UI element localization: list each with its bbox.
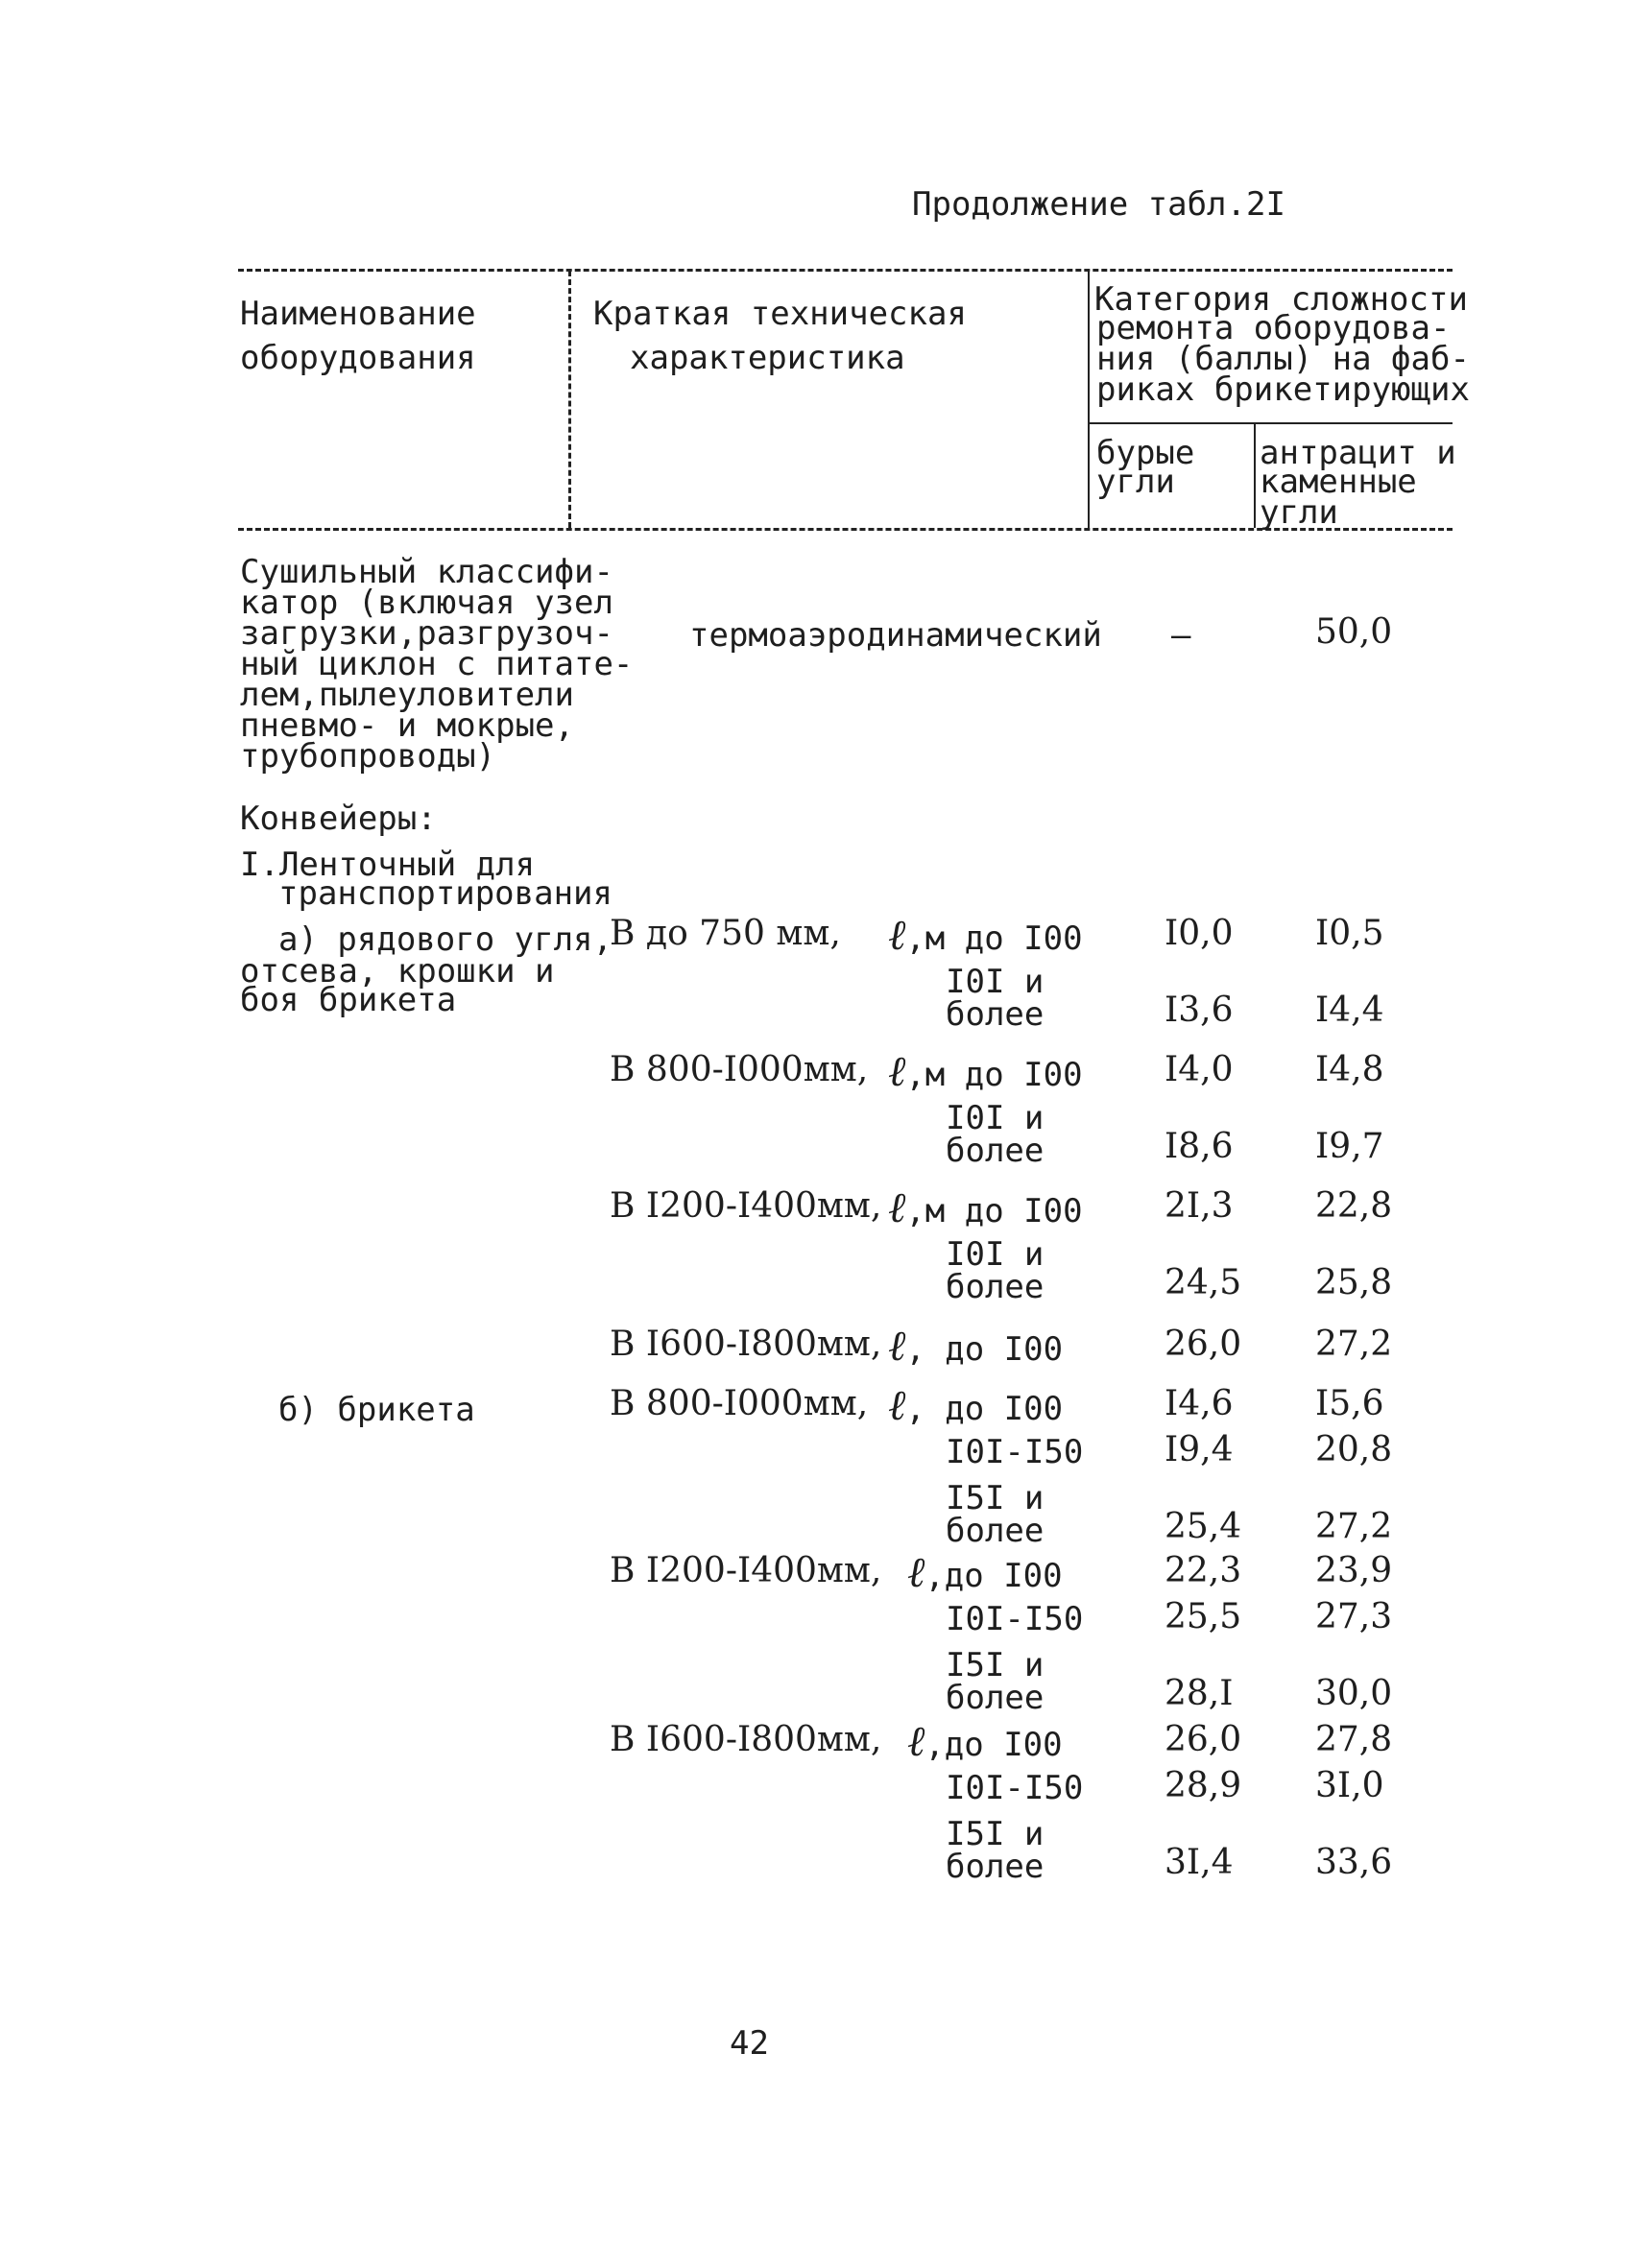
dryer-brown-value: –	[1171, 616, 1191, 655]
length-b3-3-line1: I5I и	[946, 1815, 1045, 1853]
value-brown-a1-1: I0,0	[1165, 914, 1234, 953]
width-a4: В I600-I800мм,	[610, 1325, 882, 1364]
dryer-anthracite-value: 50,0	[1315, 612, 1393, 652]
length-a3-2-line2: более	[946, 1268, 1045, 1306]
length-b2-1: ℓ,до I00	[907, 1548, 1063, 1597]
belt-conveyor-line2: транспортирования	[278, 874, 612, 913]
value-anthracite-b2-1: 23,9	[1315, 1551, 1393, 1590]
value-anthracite-b2-2: 27,3	[1315, 1597, 1393, 1636]
item-a-line1: а) рядового угля,	[278, 920, 612, 959]
header-spec-line1: Краткая техническая	[593, 295, 967, 333]
value-anthracite-a2-2: I9,7	[1315, 1127, 1384, 1166]
value-brown-b3-2: 28,9	[1165, 1766, 1242, 1805]
width-a2: В 800-I000мм,	[610, 1050, 869, 1089]
header-sub-divider	[1254, 424, 1256, 528]
value-brown-a3-2: 24,5	[1165, 1263, 1242, 1302]
header-category-line1: Категория сложности	[1094, 280, 1468, 319]
length-a2-2-line2: более	[946, 1132, 1045, 1170]
ell-symbol: ℓ	[907, 1548, 925, 1597]
length-b3-1: ℓ,до I00	[907, 1717, 1063, 1766]
header-anthracite-line1: антрацит и	[1260, 434, 1456, 472]
header-brown-coal-line1: бурые	[1096, 434, 1195, 472]
value-brown-a2-1: I4,0	[1165, 1050, 1234, 1089]
ell-symbol: ℓ	[907, 1717, 925, 1766]
dryer-spec: термоаэродинамический	[689, 616, 1102, 655]
dryer-name-line4: ный циклон с питате-	[240, 645, 634, 683]
value-anthracite-a3-2: 25,8	[1315, 1263, 1393, 1302]
value-brown-a2-2: I8,6	[1165, 1127, 1234, 1166]
value-brown-b2-1: 22,3	[1165, 1551, 1242, 1590]
ell-symbol: ℓ	[888, 1183, 906, 1232]
value-anthracite-a4-1: 27,2	[1315, 1325, 1393, 1364]
value-anthracite-b2-3: 30,0	[1315, 1674, 1393, 1713]
header-category-line2: ремонта оборудова-	[1096, 309, 1451, 347]
header-equipment-line2: оборудования	[240, 339, 476, 377]
ell-symbol: ℓ	[888, 1322, 906, 1371]
ell-symbol: ℓ	[888, 1047, 906, 1096]
dryer-name-line2: катор (включая узел	[240, 584, 613, 622]
header-col-divider-1	[568, 271, 571, 528]
item-a-line2: отсева, крошки и	[240, 952, 555, 991]
dryer-name-line5: лем,пылеуловители	[240, 676, 574, 714]
dryer-name-line7: трубопроводы)	[240, 737, 496, 776]
dryer-name-line6: пневмо- и мокрые,	[240, 706, 574, 745]
item-b: б) брикета	[278, 1391, 475, 1429]
value-brown-b1-2: I9,4	[1165, 1430, 1234, 1469]
value-anthracite-b1-1: I5,6	[1315, 1384, 1384, 1423]
length-b1-3-line2: более	[946, 1512, 1045, 1550]
value-anthracite-a3-1: 22,8	[1315, 1186, 1393, 1226]
value-brown-b2-2: 25,5	[1165, 1597, 1242, 1636]
width-b2: В I200-I400мм,	[610, 1551, 882, 1590]
page-number: 42	[730, 2024, 769, 2063]
length-a4-1: ℓ, до I00	[888, 1322, 1064, 1371]
header-brown-coal-line2: угли	[1096, 463, 1175, 501]
header-equipment-line1: Наименование	[240, 295, 476, 333]
length-b3-2: I0I-I50	[946, 1769, 1084, 1807]
length-a2-1: ℓ,м до I00	[888, 1047, 1083, 1096]
value-brown-b3-1: 26,0	[1165, 1720, 1242, 1759]
length-b1-2: I0I-I50	[946, 1433, 1084, 1471]
value-anthracite-a2-1: I4,8	[1315, 1050, 1384, 1089]
dryer-name-line3: загрузки,разгрузоч-	[240, 614, 613, 653]
value-anthracite-b3-3: 33,6	[1315, 1843, 1393, 1882]
dryer-name-line1: Сушильный классифи-	[240, 553, 613, 591]
length-a3-2-line1: I0I и	[946, 1235, 1045, 1274]
length-a1-2-line2: более	[946, 995, 1045, 1034]
header-anthracite-line2: каменные	[1260, 463, 1417, 501]
conveyors-label: Конвейеры:	[240, 800, 437, 838]
length-a1-1: ℓ,м до I00	[888, 911, 1083, 960]
length-b2-2: I0I-I50	[946, 1600, 1084, 1638]
value-anthracite-a1-1: I0,5	[1315, 914, 1384, 953]
header-top-rule	[238, 269, 1453, 272]
header-spec-line2: характеристика	[630, 339, 905, 377]
value-brown-a3-1: 2I,3	[1165, 1186, 1234, 1226]
width-b1: В 800-I000мм,	[610, 1384, 869, 1423]
length-b1-1: ℓ, до I00	[888, 1381, 1064, 1430]
length-b2-3-line2: более	[946, 1679, 1045, 1717]
length-a2-2-line1: I0I и	[946, 1099, 1045, 1137]
value-brown-b3-3: 3I,4	[1165, 1843, 1234, 1882]
length-a1-2-line1: I0I и	[946, 963, 1045, 1001]
ell-symbol: ℓ	[888, 911, 906, 960]
length-b3-3-line2: более	[946, 1848, 1045, 1886]
value-anthracite-b1-2: 20,8	[1315, 1430, 1393, 1469]
length-b1-3-line1: I5I и	[946, 1479, 1045, 1517]
header-category-line3: ния (баллы) на фаб-	[1096, 340, 1470, 378]
header-anthracite-line3: угли	[1260, 493, 1338, 532]
value-anthracite-b3-1: 27,8	[1315, 1720, 1393, 1759]
value-brown-b1-3: 25,4	[1165, 1507, 1242, 1546]
header-category-line4: риках брикетирующих	[1096, 370, 1470, 409]
value-brown-a4-1: 26,0	[1165, 1325, 1242, 1364]
width-a3: В I200-I400мм,	[610, 1186, 882, 1226]
value-brown-b1-1: I4,6	[1165, 1384, 1234, 1423]
belt-conveyor-line1: I.Ленточный для	[240, 846, 536, 884]
item-a-line3: боя брикета	[240, 981, 457, 1019]
width-a1: В до 750 мм,	[610, 914, 841, 953]
table-caption: Продолжение табл.2I	[912, 185, 1285, 224]
value-anthracite-b1-3: 27,2	[1315, 1507, 1393, 1546]
ell-symbol: ℓ	[888, 1381, 906, 1430]
width-b3: В I600-I800мм,	[610, 1720, 882, 1759]
value-anthracite-b3-2: 3I,0	[1315, 1766, 1384, 1805]
header-sub-rule	[1088, 422, 1453, 424]
value-anthracite-a1-2: I4,4	[1315, 991, 1384, 1030]
value-brown-b2-3: 28,I	[1165, 1674, 1234, 1713]
header-col-divider-2	[1088, 271, 1090, 528]
value-brown-a1-2: I3,6	[1165, 991, 1234, 1030]
length-a3-1: ℓ,м до I00	[888, 1183, 1083, 1232]
length-b2-3-line1: I5I и	[946, 1646, 1045, 1684]
